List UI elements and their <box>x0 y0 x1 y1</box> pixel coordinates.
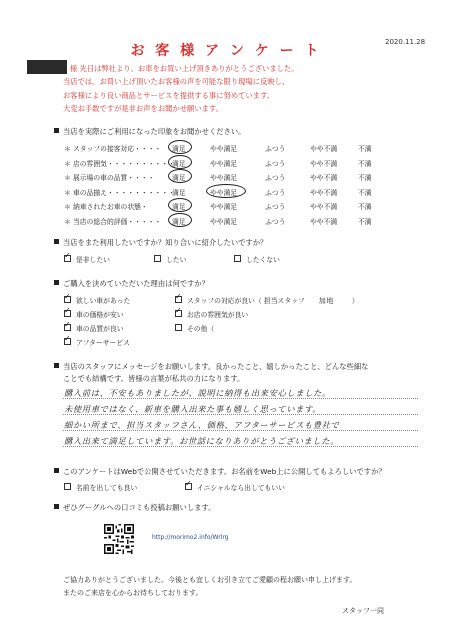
q2-option-1[interactable] <box>64 251 110 264</box>
rating-option[interactable]: やや不満 <box>310 159 338 168</box>
square-bullet-icon <box>54 363 59 368</box>
selected-circle-icon <box>168 169 192 183</box>
rating-option[interactable]: やや満足 <box>210 174 238 182</box>
checkbox[interactable] <box>64 306 71 317</box>
selected-circle-icon <box>206 184 246 198</box>
reason-label: アフターサービス <box>76 339 130 347</box>
q2-heading <box>54 238 267 248</box>
selected-circle-icon <box>168 140 192 154</box>
checkbox[interactable] <box>154 255 161 262</box>
q2-option-label: したくない <box>246 256 280 264</box>
redacted-customer-name <box>27 60 67 74</box>
q3-heading-text: ご購入を決めていただいた理由は何ですか？ <box>63 279 209 288</box>
qr-code-icon[interactable] <box>104 524 134 554</box>
rating-option[interactable]: ふつう <box>265 174 286 182</box>
rating-option[interactable]: ふつう <box>265 217 286 226</box>
checkmark-icon: ✓ <box>64 334 71 343</box>
q4-heading-2: ことでも結構です。皆様の言葉が私共の力になります。 <box>63 374 245 383</box>
checkmark-icon: ✓ <box>64 251 71 260</box>
reason-label: その他（ <box>187 325 215 333</box>
reason-label: 車の価格が安い <box>76 311 124 319</box>
q1-heading <box>54 127 245 137</box>
signature: スタッフ一同 <box>342 607 384 615</box>
google-review-link[interactable]: http://morimo2.info/Wrlrg <box>152 534 229 541</box>
rating-option[interactable]: ふつう <box>265 188 286 197</box>
rating-option[interactable]: ふつう <box>265 203 286 211</box>
intro-line: 当店では、お買い上げ頂いたお客様の声を可能な限り現場に反映し、 <box>63 77 290 86</box>
closing-line-2: またのご来店を心からお待ちしております。 <box>63 589 203 597</box>
q2-option-3[interactable] <box>234 254 280 264</box>
rating-option[interactable]: やや満足 <box>210 145 238 153</box>
checkmark-icon: ✓ <box>175 292 182 301</box>
checkbox[interactable] <box>64 334 71 345</box>
reason-label: 車の品質が良い <box>76 325 124 333</box>
reason-label: お店の雰囲気が良い <box>187 311 249 319</box>
reason-left-3[interactable] <box>64 320 124 333</box>
q4-heading <box>54 362 368 372</box>
intro-first-line <box>70 62 299 76</box>
q5-option-label: 名前を出しても良い <box>76 484 138 492</box>
rating-option[interactable]: やや満足 <box>210 203 238 211</box>
handwritten-message-line: 購入出来て満足しています。お世話になりありがとうございました。 <box>64 436 340 446</box>
square-bullet-icon <box>54 280 59 285</box>
close-paren: ） <box>351 297 359 305</box>
rating-row-label: ＊ 店の雰囲気・・・・・・・・・・ <box>64 159 175 168</box>
checkmark-icon: ✓ <box>175 306 182 315</box>
rating-option[interactable]: 満足 <box>172 217 186 226</box>
reason-left-1[interactable] <box>64 292 131 305</box>
intro-line: 様 先日は弊社より、お車をお買い上げ頂きありがとうございました。 <box>70 64 299 73</box>
staff-name-handwritten: 加地 <box>318 297 334 305</box>
rating-option[interactable]: 満足 <box>172 188 186 197</box>
reason-left-4[interactable] <box>64 334 130 347</box>
rating-row <box>64 201 394 216</box>
rating-option[interactable]: 不満 <box>358 159 372 168</box>
checkbox[interactable] <box>175 292 182 303</box>
reason-right-2[interactable] <box>175 306 249 319</box>
rating-row-label: ＊ 展示場の車の品質・・・・ <box>64 174 155 182</box>
selected-circle-icon <box>168 155 192 169</box>
intro-line: 大変お手数ですが是非お声をお聞かせ願います。 <box>63 104 223 114</box>
rating-option[interactable]: やや不満 <box>310 174 338 182</box>
page-title: お 客 様 ア ン ケ ー ト <box>130 43 322 59</box>
checkbox[interactable] <box>185 479 192 490</box>
handwritten-message-line: 細かい所まで、担当スタッフさん、価格、アフターサービスも豊社で <box>64 420 340 430</box>
q5-heading-text: このアンケートはWebで公開させていただきます。お名前をWeb上に公開してもよろしいですか？ <box>63 467 386 476</box>
rating-option[interactable]: 不満 <box>358 203 372 211</box>
rating-row <box>64 143 394 158</box>
reason-left-2[interactable] <box>64 306 124 319</box>
rating-option[interactable]: やや満足 <box>210 217 238 226</box>
q2-option-label: 是非したい <box>76 256 110 264</box>
square-bullet-icon <box>54 239 59 244</box>
checkbox[interactable] <box>175 324 182 331</box>
q4-heading-text: 当店のスタッフにメッセージをお願いします。良かったこと、嬉しかったこと、どんな些細な <box>63 362 369 371</box>
rating-option[interactable]: やや不満 <box>310 217 338 226</box>
square-bullet-icon <box>54 468 59 473</box>
rating-option[interactable]: やや不満 <box>310 145 338 153</box>
rating-row <box>64 187 394 202</box>
checkbox[interactable] <box>64 320 71 331</box>
q5-option-2[interactable] <box>185 479 285 492</box>
rating-option[interactable]: 満足 <box>172 159 186 168</box>
rating-option[interactable]: 不満 <box>358 188 372 197</box>
handwritten-message-line: 未使用車ではなく、新車を購入出来た事も嬉しく思っています。 <box>64 404 322 414</box>
q5-option-label: イニシャルなら出してもいい <box>197 484 285 492</box>
checkbox[interactable] <box>175 306 182 317</box>
rating-option[interactable]: やや不満 <box>310 203 338 211</box>
q5-heading <box>54 467 386 477</box>
checkbox[interactable] <box>234 255 241 262</box>
rating-option[interactable]: 不満 <box>358 145 372 153</box>
rating-option[interactable]: やや不満 <box>310 188 338 197</box>
q2-option-2[interactable] <box>154 254 186 264</box>
square-bullet-icon <box>54 128 59 133</box>
rating-option[interactable]: ふつう <box>265 145 286 153</box>
rating-row <box>64 158 394 173</box>
checkmark-icon: ✓ <box>64 320 71 329</box>
rating-option[interactable]: 満足 <box>172 174 186 182</box>
selected-circle-icon <box>168 198 192 212</box>
reason-right-3[interactable] <box>175 323 214 333</box>
rating-row-label: ＊ スタッフの接客対応・・・・ <box>64 145 162 153</box>
rating-option[interactable]: やや満足 <box>210 188 238 197</box>
q6-heading-text: ぜひグーグルへの口コミも投稿お願いします。 <box>63 503 216 512</box>
intro-line: お客様により良い商品とサービスを提供する事に努めています。 <box>63 90 275 100</box>
rating-option[interactable]: ふつう <box>265 159 286 168</box>
q2-heading-text: 当店をまた利用したいですか？知り合いに紹介したいですか？ <box>63 238 268 247</box>
checkmark-icon: ✓ <box>185 479 192 488</box>
checkmark-icon: ✓ <box>64 306 71 315</box>
reason-label: 欲しい車があった <box>76 297 131 305</box>
checkbox[interactable] <box>64 292 71 303</box>
closing-line-1: ご協力ありがとうございました。今後とも宜しくお引き立てご愛顧の程お願い申し上げます。 <box>63 576 357 584</box>
rating-option[interactable]: 満足 <box>172 145 186 153</box>
rating-option[interactable]: やや満足 <box>210 159 238 168</box>
handwritten-message-line: 購入前は、不安もありましたが、説明に納得も出来安心しました。 <box>64 388 331 398</box>
q1-heading-text: 当店を実際にご利用になった印象をお聞かせください。 <box>63 127 246 136</box>
q3-heading <box>54 279 209 289</box>
selected-circle-icon <box>168 213 192 227</box>
checkmark-icon: ✓ <box>64 292 71 301</box>
q2-option-label: したい <box>166 256 187 264</box>
square-bullet-icon <box>54 504 59 509</box>
rating-row-label: ＊ 当店の総合的評価・・・・・ <box>64 217 162 226</box>
checkbox[interactable] <box>64 483 71 490</box>
q6-heading <box>54 503 215 513</box>
q1-rating-table <box>64 143 394 230</box>
q5-option-1[interactable] <box>64 482 137 492</box>
rating-row-label: ＊ 車の品揃え・・・・・・・・・・ <box>64 188 175 197</box>
reason-right-1[interactable] <box>175 292 359 306</box>
rating-option[interactable]: 満足 <box>172 203 186 211</box>
rating-row-label: ＊ 納車されたお車の状態・ <box>64 203 148 211</box>
intro-text <box>63 75 289 116</box>
rating-row <box>64 216 394 231</box>
rating-option[interactable]: 不満 <box>358 174 372 182</box>
date: 2020.11.28 <box>385 38 426 46</box>
reason-label: スタッフの対応が良い（ 担当スタッフ <box>187 297 305 305</box>
rating-option[interactable]: 不満 <box>358 217 372 226</box>
checkbox[interactable] <box>64 251 71 262</box>
